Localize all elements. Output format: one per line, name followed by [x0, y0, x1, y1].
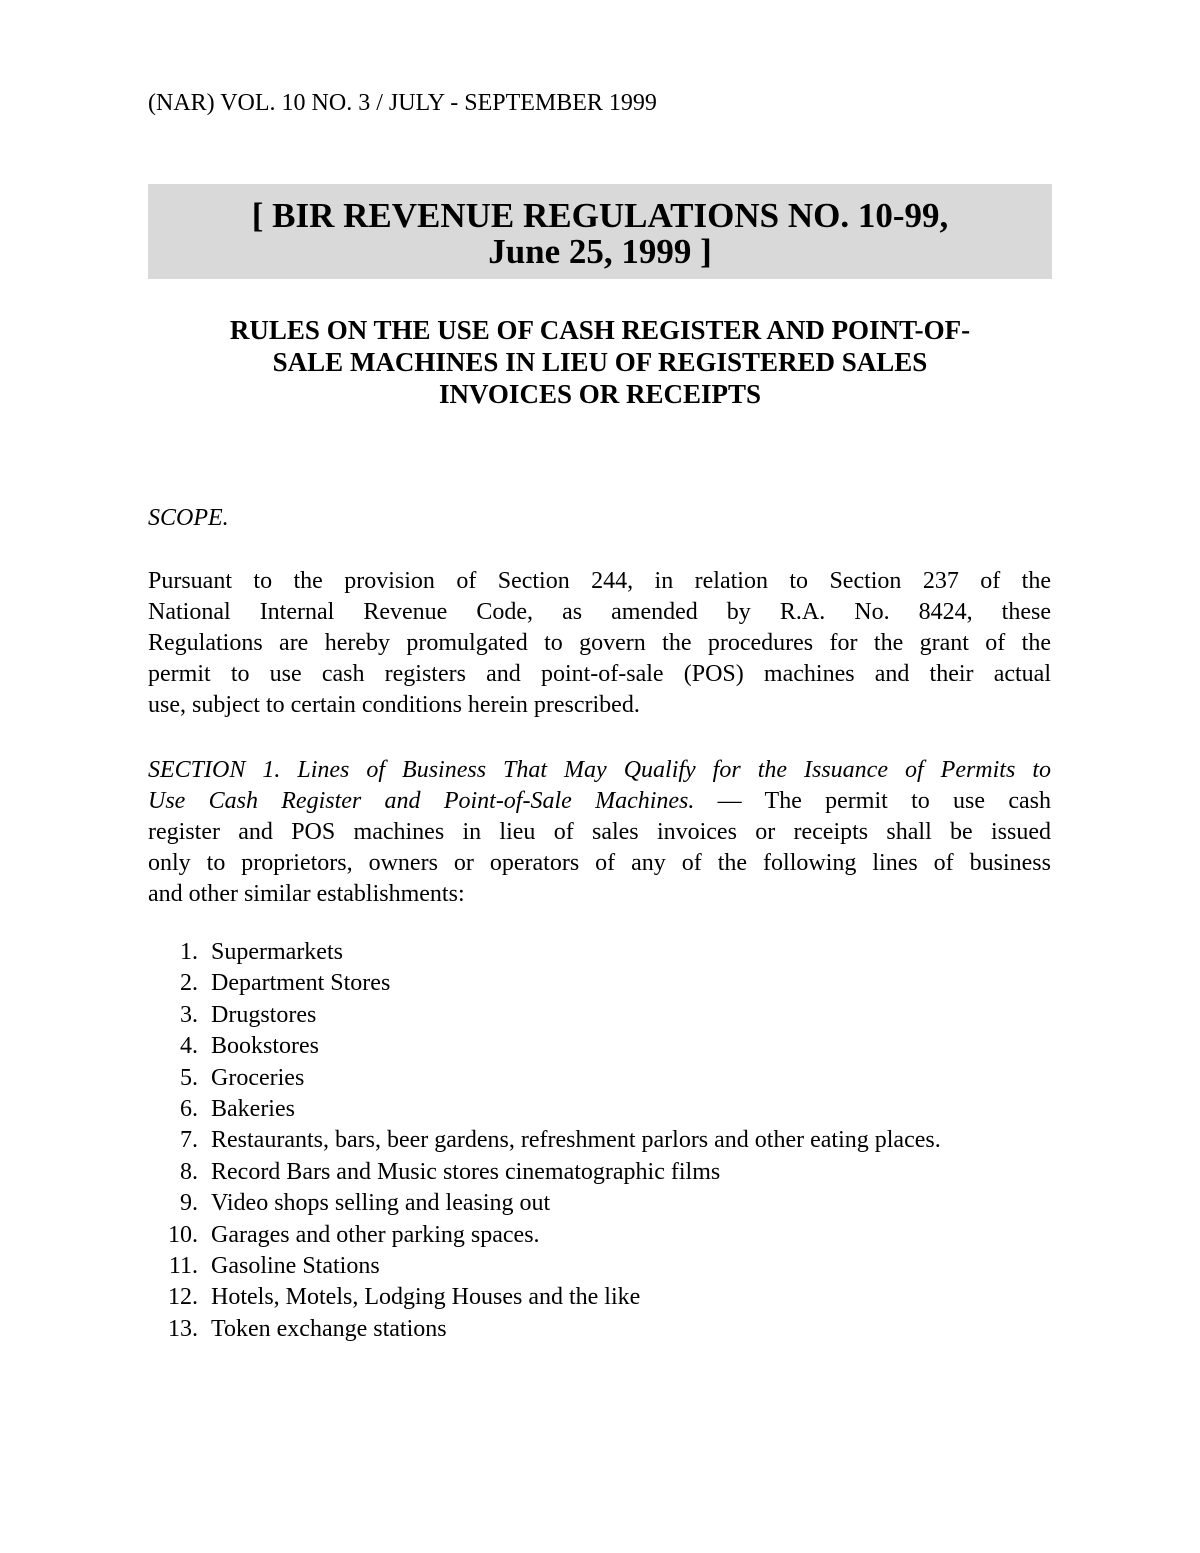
list-item-number: 12.: [168, 1284, 198, 1311]
subtitle-line-1: RULES ON THE USE OF CASH REGISTER AND POINT-OF-: [229, 315, 971, 345]
list-item-number: 11.: [168, 1253, 198, 1280]
list-item: [148, 1063, 1051, 1094]
list-item-number: 10.: [168, 1221, 198, 1248]
list-item-number: 3.: [180, 1001, 198, 1028]
section-1-line-5: and other similar establishments:: [148, 881, 465, 907]
list-item: [148, 968, 1051, 999]
regulation-title-box: [148, 184, 1052, 279]
list-item-number: 5.: [180, 1064, 198, 1091]
list-item-text: Bookstores: [211, 1033, 319, 1060]
section-1-line-2: [148, 786, 1051, 817]
list-item: [148, 1094, 1051, 1125]
section-1-paragraph: [148, 755, 1051, 910]
list-item: [148, 1000, 1051, 1031]
list-item-text: Groceries: [211, 1064, 305, 1091]
list-item-text: Gasoline Stations: [211, 1253, 380, 1280]
subtitle-line-2: SALE MACHINES IN LIEU OF REGISTERED SALES: [272, 347, 928, 377]
scope-heading: SCOPE.: [148, 505, 229, 531]
list-item-text: Bakeries: [211, 1096, 295, 1123]
list-item: [148, 1314, 1051, 1345]
list-item-text: Supermarkets: [211, 939, 343, 965]
list-item-number: 7.: [180, 1127, 198, 1154]
list-item-text: Token exchange stations: [211, 1315, 447, 1342]
regulation-title-line-1: [ BIR REVENUE REGULATIONS NO. 10-99,: [251, 196, 949, 235]
business-lines-list: [148, 937, 1051, 1345]
list-item-text: Restaurants, bars, beer gardens, refreshment parlors and other eating places.: [211, 1127, 941, 1154]
list-item: [148, 1220, 1051, 1251]
section-1-body-start: — The permit to use cash: [694, 788, 1051, 814]
list-item-text: Hotels, Motels, Lodging Houses and the like: [211, 1284, 641, 1311]
list-item-text: Department Stores: [211, 970, 391, 997]
subtitle-line-3: INVOICES OR RECEIPTS: [438, 379, 762, 409]
list-item: [148, 1125, 1051, 1156]
section-1-line-3: register and POS machines in lieu of sales invoices or receipts shall be issued: [148, 819, 1051, 845]
regulation-subtitle: [148, 314, 1052, 410]
list-item-number: 1.: [180, 939, 198, 965]
list-item: [148, 1157, 1051, 1188]
scope-line-1: Pursuant to the provision of Section 244, in relation to Section 237 of the: [148, 568, 1051, 594]
list-item-text: Record Bars and Music stores cinematographic films: [211, 1158, 721, 1185]
scope-line-4: permit to use cash registers and point-of-sale (POS) machines and their actual: [148, 661, 1051, 687]
section-1-line-4: only to proprietors, owners or operators of any of the following lines of business: [148, 850, 1051, 876]
list-item-text: Drugstores: [211, 1001, 317, 1028]
list-item-number: 9.: [180, 1190, 198, 1217]
scope-paragraph: [148, 566, 1051, 721]
scope-line-3: Regulations are hereby promulgated to govern the procedures for the grant of the: [148, 630, 1051, 656]
section-1-heading-line-1: SECTION 1. Lines of Business That May Qualify for the Issuance of Permits to: [148, 757, 1051, 783]
list-item: [148, 1282, 1051, 1313]
list-item: [148, 937, 1051, 968]
list-item: [148, 1188, 1051, 1219]
section-1-heading-line-2: Use Cash Register and Point-of-Sale Machines.: [148, 788, 695, 814]
list-item-number: 4.: [180, 1033, 198, 1060]
regulation-title-line-2: June 25, 1999 ]: [488, 232, 712, 271]
list-item-number: 13.: [168, 1315, 198, 1342]
list-item: [148, 1251, 1051, 1282]
list-item-number: 6.: [180, 1096, 198, 1123]
scope-line-2: National Internal Revenue Code, as amended by R.A. No. 8424, these: [148, 599, 1051, 625]
list-item-text: Garages and other parking spaces.: [211, 1221, 540, 1248]
journal-header: (NAR) VOL. 10 NO. 3 / JULY - SEPTEMBER 1999: [148, 90, 657, 116]
list-item-number: 8.: [180, 1158, 198, 1185]
scope-line-5: use, subject to certain conditions herein prescribed.: [148, 692, 640, 718]
list-item-text: Video shops selling and leasing out: [211, 1190, 551, 1217]
list-item-number: 2.: [180, 970, 198, 997]
list-item: [148, 1031, 1051, 1062]
